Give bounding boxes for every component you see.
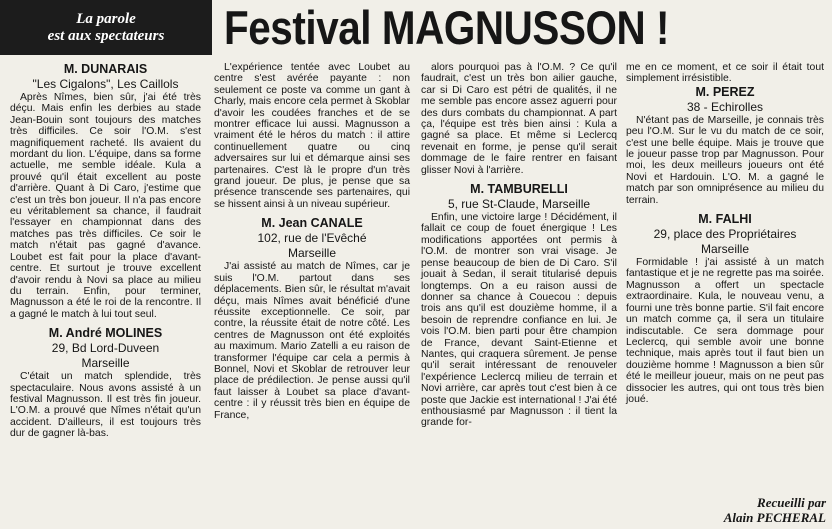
reader-letter: alors pourquoi pas à l'O.M. ? Ce qu'il faudrait, c'est un très bon ailier gauche, car si Di Caro est pétri de qualités, il ne me semble pas encore assez aguerri pour des durs combats du championnat. A part ça, l'équipe est très bien ainsi : Kula a gagné sa place. Et même si Leclercq revenait en forme, je pense qu'il serait dommage de le faire rentrer en faisant glisser Novi à l'arrière. — [421, 62, 617, 176]
section-rubric — [0, 0, 212, 55]
column-2 — [214, 62, 410, 529]
reader-city: Marseille — [287, 246, 336, 261]
column-1 — [10, 62, 201, 529]
reader-name: M. FALHI — [698, 212, 752, 227]
reader-name: M. PEREZ — [695, 84, 755, 99]
reader-city: Marseille — [81, 356, 130, 371]
reader-letter: Enfin, une victoire large ! Décidément, il fallait ce coup de fouet énergique ! Les modifications apportées ont permis à l'O.M. de montrer son vrai visage. Je pense beaucoup de bien de Di Caro. S'il jouait à Sedan, il serait titularisé depuis longtemps. On a eu raison aussi de donner sa chance à Couecou : depuis trois ans qu'il est douzième homme, il a besoin de reprendre confiance en lui. Je vois l'O.M. bien parti pour être champion de France, devant Saint-Etienne et Nantes, qui craquera sûrement. Je pense qu'il serait intéressant de renouveler l'expérience Leclercq milieu de terrain et Novi arrière, car après tout c'est bien à ce poste que Jackie est international ! J'ai été enthousiasmé par Magnusson : il tient la grande for- — [421, 212, 617, 429]
reader-letter: J'ai assisté au match de Nîmes, car je suis l'O.M. partout dans ses déplacements. Bien sûr, le résultat m'avait déçu, mais Nîmes avait bénéficié d'une réussite exceptionnelle. Ce soir, par contre, la réussite était de notre côté. Les centres de Magnusson ont été exploités au maximum. Mario Zatelli a eu raison de transformer l'équipe car cela a permis à Bonnel, Novi et Skoblar de retrouver leur place de prédilection. Je pense aussi qu'il faut laisser à Loubet sa place d'avant-centre : il y réussit très bien en équipe de France, — [214, 261, 410, 421]
reader-letter: Après Nîmes, bien sûr, j'ai été très déçu. Mais enfin les derbies au stade Jean-Bouin sont toujours des matches très difficiles. Ce soir l'O.M. s'est magnifiquement racheté. Ils avaient du mordant du lion. L'équipe, dans sa forme actuelle, me semble idéale. Kula a prouvé qu'il était excellent au poste d'arrière. Quant à Di Caro, j'estime que c'est un très bon joueur. Il n'a pas encore eu véritablement sa chance, il faudrait l'essayer en championnat dans des matches pas très difficiles. Ce soir le match n'était pas gagné d'avance. Loubet est fait pour la place d'avant-centre. Et surtout je trouve excellent d'avoir rendu à Novi sa place au milieu du terrain. Enfin, pour terminer, Magnusson a été le roi de la rencontre. Il a gagné le match à lui tout seul. — [10, 92, 201, 320]
column-4 — [626, 62, 824, 529]
reader-letter: N'étant pas de Marseille, je connais très peu l'O.M. Sur le vu du match de ce soir, c'est une belle équipe. Mais je trouve que le joueur passe trop par Magnusson. Pour moi, les deux meilleurs joueurs ont été Novi et Hardouin. L'O. M. a gagné le match par son omniprésence au milieu du terrain. — [626, 114, 824, 206]
rubric-line-1: La parole — [76, 10, 136, 27]
reader-letter: C'était un match splendide, très spectaculaire. Nous avons assisté à un festival Magnusson. Il est très fin joueur. L'O.M. a prouvé que Nîmes n'était qu'un accident. D'ailleurs, il est toujours très dur de gagner là-bas. — [10, 371, 201, 440]
headline: Festival MAGNUSSON ! — [224, 1, 670, 54]
column-3 — [421, 62, 617, 529]
reader-name: M. André MOLINES — [48, 326, 163, 341]
reader-name: M. DUNARAIS — [63, 62, 148, 76]
credit-line-2: Alain PECHERAL — [723, 510, 826, 525]
reader-address: 29, Bd Lord-Duveen — [51, 341, 160, 356]
reader-name: M. TAMBURELLI — [470, 182, 568, 197]
credit-line-1: Recueilli par — [757, 495, 826, 510]
byline-credit — [686, 495, 826, 525]
reader-address: 29, place des Propriétaires — [653, 227, 797, 242]
reader-address: 102, rue de l'Evêché — [257, 231, 367, 246]
reader-address: 5, rue St-Claude, Marseille — [447, 197, 591, 212]
reader-letter: me en ce moment, et ce soir il était tout simplement irrésistible. — [626, 62, 824, 85]
rubric-line-2: est aux spectateurs — [47, 27, 165, 44]
reader-address: 38 - Echirolles — [686, 99, 764, 114]
reader-city: Marseille — [700, 242, 749, 257]
reader-letter: Formidable ! j'ai assisté à un match fantastique et je ne regrette pas ma soirée. Magnusson a offert un spectacle extraordinaire. Kula, le nouveau venu, a fourni une très bonne partie. S'il fait encore un match comme ça, il sera un titulaire indiscutable. Ce sera dommage pour Leclercq, qui semble avoir une bonne technique, mais après tout il faut bien un douzième homme ! Magnusson a bien sûr été le meilleur joueur, mais on ne peut pas dissocier les autres, qui ont tous très bien joué. — [626, 257, 824, 405]
reader-name: M. Jean CANALE — [261, 216, 363, 231]
reader-address: "Les Cigalons", Les Caillols — [32, 77, 179, 91]
reader-letter: L'expérience tentée avec Loubet au centre s'est avérée payante : non seulement ce poste va comme un gant à Charly, mais encore cela permet à Skoblar d'avoir les coudées franches et de se montrer efficace lui aussi. Magnusson a vraiment été le héros du match : il attire continuellement quatre ou cinq adversaires sur lui et démarque ainsi ses partenaires. C'est là le propre d'un très grand joueur. De plus, je pense que sa présence transcende ses partenaires, qui se hissent ainsi à un niveau supérieur. — [214, 62, 410, 210]
